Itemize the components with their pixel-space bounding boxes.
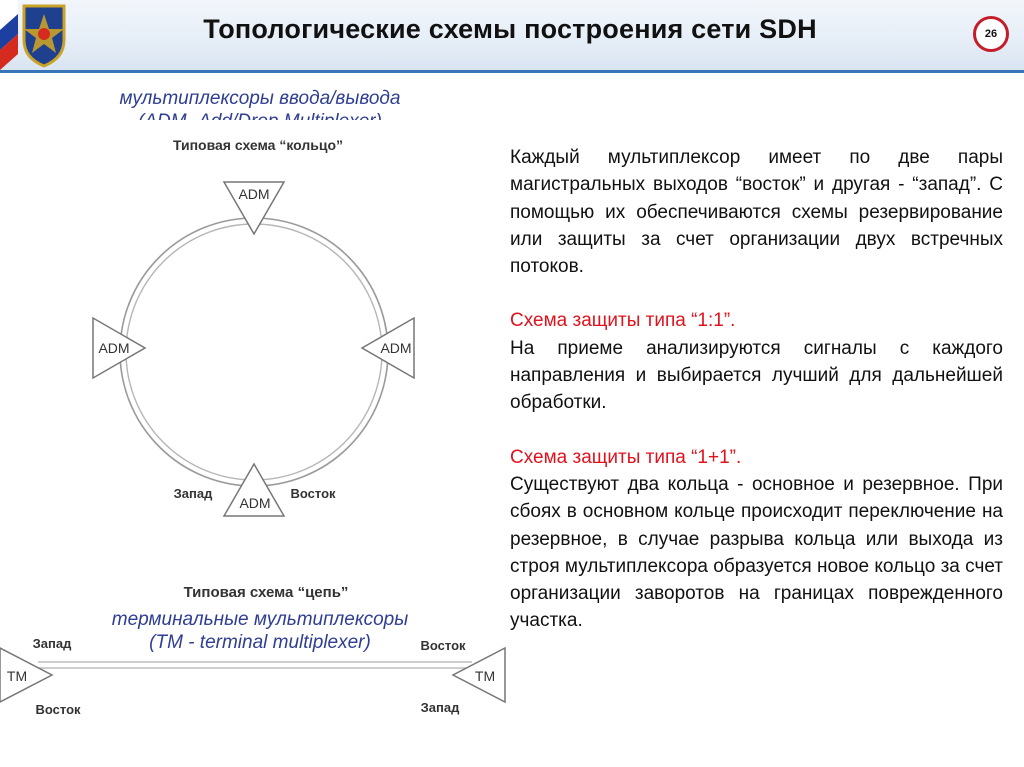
scheme-1-1-body: На приеме анализируются сигналы с каждого направления и выбирается лучший для дальнейшей обработки. [510,337,1003,414]
scheme-1-plus-1-title: Схема защиты типа “1+1”. [510,446,742,468]
tm-caption-line1: терминальные мультиплексоры [111,609,409,630]
adm-label-left: ADM [98,340,130,356]
intro-paragraph: Каждый мультиплексор имеет по две пары магистральных выходов “восток” и другая - “запад”. С помощью их обеспечиваются схемы резервирование или защиты за счет организации двух встречных потоков. [510,147,1003,278]
slide-title: Топологические схемы построения сети SDH [203,14,817,44]
ring-west-label: Запад [173,486,213,501]
adm-caption-line1: мультиплексоры ввода/вывода [119,88,401,109]
scheme-1-plus-1-body: Существуют два кольца - основное и резервное. При сбоях в основном кольце происходит переключение на резервное, в случае разрыва кольца или выхода из строя мультиплексора образуется новое кольцо за счет организации заворотов на границах поврежденного участка. [510,473,1003,632]
tm-label-left: TM [6,668,28,684]
tm-label-right: TM [474,668,496,684]
military-emblem-icon [18,2,70,68]
adm-label-bottom: ADM [239,495,271,511]
adm-label-top: ADM [238,186,270,202]
ring-east-label: Восток [290,486,336,501]
chain-east-bottom: Восток [35,702,81,717]
chain-title: Типовая схема “цепь” [183,584,349,601]
russian-flag-icon [0,0,18,72]
tm-caption [75,608,445,654]
chain-west-top: Запад [32,636,72,651]
adm-label-right: ADM [380,340,412,356]
scheme-1-1-title: Схема защиты типа “1:1”. [510,310,736,332]
chain-east-top: Восток [420,638,466,653]
page-number-badge: 26 [973,16,1009,52]
header-divider [0,70,1024,73]
ring-title: Типовая схема “кольцо” [172,137,344,153]
description-panel [510,144,1003,635]
chain-west-bottom: Запад [420,700,460,715]
slide-header [0,0,1024,72]
tm-caption-line2: (TM - terminal multiplexer) [149,632,371,653]
